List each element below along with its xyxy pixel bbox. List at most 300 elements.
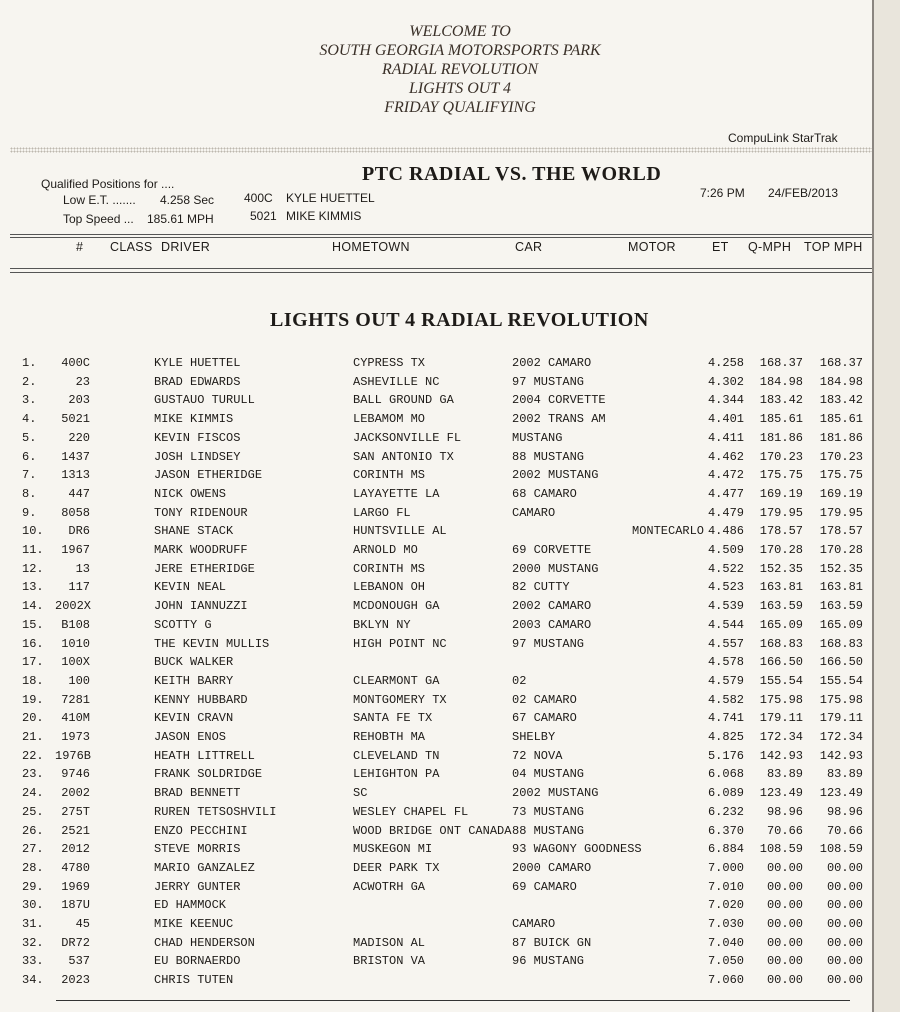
qualifying-mph-cell: 170.28 bbox=[759, 543, 803, 557]
hometown-cell: HIGH POINT NC bbox=[353, 636, 447, 651]
car-number-cell: 275T bbox=[61, 804, 90, 819]
car-number-cell: 117 bbox=[68, 580, 90, 595]
hometown-cell: CLEVELAND TN bbox=[353, 748, 440, 763]
section-title: LIGHTS OUT 4 RADIAL REVOLUTION bbox=[270, 309, 649, 331]
table-row bbox=[0, 767, 872, 785]
top-mph-cell: 178.57 bbox=[819, 524, 863, 539]
car-number-cell: 1313 bbox=[61, 468, 90, 483]
elapsed-time-cell: 7.020 bbox=[707, 898, 744, 913]
top-speed-value: 185.61 MPH bbox=[147, 212, 214, 226]
elapsed-time-cell: 4.479 bbox=[707, 505, 744, 520]
car-model-cell: 82 CUTTY bbox=[512, 580, 570, 595]
car-number-cell: 1969 bbox=[61, 879, 90, 894]
position-cell: 19. bbox=[22, 692, 44, 707]
welcome-line: WELCOME TO bbox=[409, 23, 511, 40]
position-cell: 3. bbox=[22, 393, 37, 408]
hometown-cell: MONTGOMERY TX bbox=[353, 692, 447, 707]
driver-name-cell: BRAD BENNETT bbox=[154, 786, 241, 801]
position-cell: 23. bbox=[22, 767, 44, 782]
hometown-cell: HUNTSVILLE AL bbox=[353, 524, 447, 539]
top-mph-cell: 123.49 bbox=[819, 786, 863, 801]
position-cell: 22. bbox=[22, 748, 44, 763]
elapsed-time-cell: 4.344 bbox=[707, 393, 744, 408]
top-mph-cell: 163.59 bbox=[819, 599, 863, 614]
driver-name-cell: JOSH LINDSEY bbox=[154, 449, 241, 464]
hometown-cell: BALL GROUND GA bbox=[353, 393, 454, 408]
qualifying-mph-cell: 83.89 bbox=[766, 767, 803, 782]
table-row bbox=[0, 543, 872, 561]
table-row bbox=[0, 618, 872, 636]
hometown-cell: LEHIGHTON PA bbox=[353, 767, 440, 782]
dotted-divider bbox=[10, 147, 872, 153]
timing-system-label: CompuLink StarTrak bbox=[728, 131, 838, 145]
table-row bbox=[0, 637, 872, 655]
position-cell: 15. bbox=[22, 617, 44, 632]
elapsed-time-cell: 4.472 bbox=[707, 468, 744, 483]
table-row bbox=[0, 393, 872, 411]
elapsed-time-cell: 4.509 bbox=[707, 543, 744, 557]
driver-name-cell: JOHN IANNUZZI bbox=[154, 599, 248, 614]
table-row bbox=[0, 842, 872, 860]
driver-name-cell: KEVIN NEAL bbox=[154, 580, 227, 595]
top-mph-cell: 181.86 bbox=[819, 430, 863, 445]
hometown-cell: JACKSONVILLE FL bbox=[353, 430, 462, 445]
low-et-car: 400C bbox=[244, 191, 273, 205]
car-number-cell: 4780 bbox=[61, 860, 90, 875]
qualifying-mph-cell: 00.00 bbox=[766, 917, 803, 931]
position-cell: 26. bbox=[22, 823, 44, 838]
position-cell: 18. bbox=[22, 673, 44, 688]
top-mph-cell: 00.00 bbox=[826, 973, 863, 988]
car-number-cell: 447 bbox=[68, 486, 90, 501]
bottom-rule bbox=[56, 1000, 850, 1001]
table-row bbox=[0, 562, 872, 580]
top-mph-cell: 175.98 bbox=[819, 692, 863, 707]
car-model-cell: 68 CAMARO bbox=[512, 486, 577, 501]
car-model-cell: 04 MUSTANG bbox=[512, 767, 585, 782]
table-row bbox=[0, 431, 872, 449]
table-row bbox=[0, 954, 872, 972]
header-rule-top-2 bbox=[10, 237, 872, 238]
elapsed-time-cell: 4.522 bbox=[707, 561, 744, 576]
hometown-cell: WOOD BRIDGE ONT CANADA bbox=[353, 823, 512, 838]
elapsed-time-cell: 7.050 bbox=[707, 954, 744, 969]
top-mph-cell: 175.75 bbox=[819, 468, 863, 483]
qualifying-mph-cell: 155.54 bbox=[759, 673, 803, 688]
elapsed-time-cell: 5.176 bbox=[707, 748, 744, 763]
car-model-cell: 87 BUICK GN bbox=[512, 935, 592, 950]
top-mph-cell: 184.98 bbox=[819, 374, 863, 389]
table-row bbox=[0, 898, 872, 916]
qualifying-mph-cell: 185.61 bbox=[759, 412, 803, 427]
car-model-cell: 69 CORVETTE bbox=[512, 543, 592, 557]
position-cell: 4. bbox=[22, 412, 37, 427]
top-mph-cell: 179.11 bbox=[819, 711, 863, 726]
qualifying-mph-cell: 123.49 bbox=[759, 786, 803, 801]
car-number-cell: 187U bbox=[61, 898, 90, 913]
car-number-cell: 1976B bbox=[55, 748, 92, 763]
elapsed-time-cell: 4.579 bbox=[707, 673, 744, 688]
driver-name-cell: ED HAMMOCK bbox=[154, 898, 227, 913]
top-mph-cell: 83.89 bbox=[826, 767, 863, 782]
elapsed-time-cell: 4.523 bbox=[707, 580, 744, 595]
car-number-cell: 9746 bbox=[61, 767, 90, 782]
hometown-cell: CYPRESS TX bbox=[353, 356, 426, 370]
top-mph-cell: 172.34 bbox=[819, 730, 863, 744]
driver-name-cell: GUSTAUO TURULL bbox=[154, 393, 255, 408]
car-model-cell: 2002 MUSTANG bbox=[512, 468, 599, 483]
position-cell: 12. bbox=[22, 561, 44, 576]
top-mph-cell: 00.00 bbox=[826, 898, 863, 913]
qualifying-mph-cell: 175.98 bbox=[759, 692, 803, 707]
position-cell: 6. bbox=[22, 449, 37, 464]
elapsed-time-cell: 4.477 bbox=[707, 486, 744, 501]
top-mph-cell: 179.95 bbox=[819, 505, 863, 520]
elapsed-time-cell: 7.060 bbox=[707, 973, 744, 988]
position-cell: 1. bbox=[22, 356, 37, 370]
table-row bbox=[0, 524, 872, 542]
car-model-cell: MUSTANG bbox=[512, 430, 563, 445]
elapsed-time-cell: 4.582 bbox=[707, 692, 744, 707]
qualifying-mph-cell: 175.75 bbox=[759, 468, 803, 483]
top-mph-cell: 163.81 bbox=[819, 580, 863, 595]
hometown-cell: CORINTH MS bbox=[353, 468, 426, 483]
qualifying-mph-cell: 00.00 bbox=[766, 973, 803, 988]
table-row bbox=[0, 824, 872, 842]
qualifying-mph-cell: 00.00 bbox=[766, 860, 803, 875]
driver-name-cell: BUCK WALKER bbox=[154, 655, 234, 670]
top-mph-cell: 00.00 bbox=[826, 935, 863, 950]
hometown-cell: SAN ANTONIO TX bbox=[353, 449, 454, 464]
position-cell: 14. bbox=[22, 599, 44, 614]
top-mph-cell: 168.37 bbox=[819, 356, 863, 370]
table-row bbox=[0, 917, 872, 935]
top-speed-car: 5021 bbox=[250, 209, 277, 223]
table-row bbox=[0, 730, 872, 748]
elapsed-time-cell: 6.089 bbox=[707, 786, 744, 801]
top-mph-cell: 183.42 bbox=[819, 393, 863, 408]
hometown-cell: SANTA FE TX bbox=[353, 711, 433, 726]
col-header-class: CLASS bbox=[110, 240, 153, 254]
position-cell: 5. bbox=[22, 430, 37, 445]
elapsed-time-cell: 6.068 bbox=[707, 767, 744, 782]
driver-name-cell: THE KEVIN MULLIS bbox=[154, 636, 270, 651]
elapsed-time-cell: 6.232 bbox=[707, 804, 744, 819]
elapsed-time-cell: 4.825 bbox=[707, 730, 744, 744]
elapsed-time-cell: 4.486 bbox=[707, 524, 744, 539]
position-cell: 8. bbox=[22, 486, 37, 501]
position-cell: 7. bbox=[22, 468, 37, 483]
car-number-cell: 2002X bbox=[55, 599, 92, 614]
top-speed-driver: MIKE KIMMIS bbox=[286, 209, 362, 223]
car-model-cell: CAMARO bbox=[512, 917, 556, 931]
car-number-cell: 100X bbox=[61, 655, 90, 670]
position-cell: 11. bbox=[22, 543, 44, 557]
car-number-cell: 1010 bbox=[61, 636, 90, 651]
table-row bbox=[0, 487, 872, 505]
driver-name-cell: CHRIS TUTEN bbox=[154, 973, 234, 988]
qualifying-mph-cell: 163.81 bbox=[759, 580, 803, 595]
top-mph-cell: 168.83 bbox=[819, 636, 863, 651]
top-mph-cell: 00.00 bbox=[826, 954, 863, 969]
table-row bbox=[0, 711, 872, 729]
car-model-cell: 88 MUSTANG bbox=[512, 449, 585, 464]
driver-name-cell: JASON ETHERIDGE bbox=[154, 468, 263, 483]
qualifying-mph-cell: 181.86 bbox=[759, 430, 803, 445]
elapsed-time-cell: 4.411 bbox=[707, 430, 744, 445]
table-row bbox=[0, 599, 872, 617]
car-number-cell: 1973 bbox=[61, 730, 90, 744]
hometown-cell: LEBAMOM MO bbox=[353, 412, 426, 427]
table-row bbox=[0, 506, 872, 524]
car-number-cell: 410M bbox=[61, 711, 90, 726]
driver-name-cell: NICK OWENS bbox=[154, 486, 227, 501]
car-model-cell: 2002 CAMARO bbox=[512, 356, 592, 370]
car-number-cell: B108 bbox=[61, 617, 90, 632]
car-number-cell: 1437 bbox=[61, 449, 90, 464]
driver-name-cell: SCOTTY G bbox=[154, 617, 212, 632]
position-cell: 24. bbox=[22, 786, 44, 801]
qualifying-mph-cell: 70.66 bbox=[766, 823, 803, 838]
top-mph-cell: 185.61 bbox=[819, 412, 863, 427]
session-name: FRIDAY QUALIFYING bbox=[384, 99, 536, 116]
qualifying-mph-cell: 152.35 bbox=[759, 561, 803, 576]
col-header-motor: MOTOR bbox=[628, 240, 676, 254]
page-edge bbox=[874, 0, 900, 1012]
driver-name-cell: MARK WOODRUFF bbox=[154, 543, 248, 557]
top-mph-cell: 70.66 bbox=[826, 823, 863, 838]
low-et-driver: KYLE HUETTEL bbox=[286, 191, 375, 205]
table-row bbox=[0, 356, 872, 374]
top-mph-cell: 152.35 bbox=[819, 561, 863, 576]
col-header-hometown: HOMETOWN bbox=[332, 240, 410, 254]
hometown-cell: ASHEVILLE NC bbox=[353, 374, 440, 389]
hometown-cell: MADISON AL bbox=[353, 935, 426, 950]
car-model-cell: 67 CAMARO bbox=[512, 711, 577, 726]
position-cell: 33. bbox=[22, 954, 44, 969]
car-number-cell: 220 bbox=[68, 430, 90, 445]
car-number-cell: 5021 bbox=[61, 412, 90, 427]
driver-name-cell: RUREN TETSOSHVILI bbox=[154, 804, 277, 819]
driver-name-cell: SHANE STACK bbox=[154, 524, 234, 539]
elapsed-time-cell: 7.030 bbox=[707, 917, 744, 931]
position-cell: 2. bbox=[22, 374, 37, 389]
qualifying-mph-cell: 168.83 bbox=[759, 636, 803, 651]
elapsed-time-cell: 4.539 bbox=[707, 599, 744, 614]
col-header-topmph: TOP MPH bbox=[804, 240, 863, 254]
report-date: 24/FEB/2013 bbox=[768, 186, 839, 200]
hometown-cell: BRISTON VA bbox=[353, 954, 426, 969]
top-mph-cell: 155.54 bbox=[819, 673, 863, 688]
car-model-cell: CAMARO bbox=[512, 505, 556, 520]
driver-name-cell: HEATH LITTRELL bbox=[154, 748, 255, 763]
hometown-cell: DEER PARK TX bbox=[353, 860, 440, 875]
position-cell: 17. bbox=[22, 655, 44, 670]
position-cell: 30. bbox=[22, 898, 44, 913]
table-row bbox=[0, 412, 872, 430]
car-model-cell: 73 MUSTANG bbox=[512, 804, 585, 819]
elapsed-time-cell: 4.578 bbox=[707, 655, 744, 670]
col-header-qmph: Q-MPH bbox=[748, 240, 792, 254]
table-row bbox=[0, 805, 872, 823]
hometown-cell: LAYAYETTE LA bbox=[353, 486, 440, 501]
qualifying-mph-cell: 169.19 bbox=[759, 486, 803, 501]
driver-name-cell: MARIO GANZALEZ bbox=[154, 860, 255, 875]
driver-name-cell: JASON ENOS bbox=[154, 730, 227, 744]
header-rule-bottom bbox=[10, 268, 872, 269]
top-mph-cell: 169.19 bbox=[819, 486, 863, 501]
car-number-cell: 203 bbox=[68, 393, 90, 408]
qualifying-mph-cell: 179.95 bbox=[759, 505, 803, 520]
driver-name-cell: KEITH BARRY bbox=[154, 673, 234, 688]
car-model-cell: 97 MUSTANG bbox=[512, 374, 585, 389]
motor-cell: MONTECARLO bbox=[632, 524, 705, 539]
car-number-cell: 100 bbox=[68, 673, 90, 688]
qualifying-mph-cell: 183.42 bbox=[759, 393, 803, 408]
car-number-cell: 45 bbox=[75, 917, 90, 931]
report-time: 7:26 PM bbox=[700, 186, 745, 200]
elapsed-time-cell: 4.401 bbox=[707, 412, 744, 427]
top-mph-cell: 165.09 bbox=[819, 617, 863, 632]
car-number-cell: 23 bbox=[75, 374, 90, 389]
table-row bbox=[0, 375, 872, 393]
car-model-cell: 97 MUSTANG bbox=[512, 636, 585, 651]
top-mph-cell: 00.00 bbox=[826, 879, 863, 894]
position-cell: 28. bbox=[22, 860, 44, 875]
qualifying-mph-cell: 00.00 bbox=[766, 954, 803, 969]
col-header-car: CAR bbox=[515, 240, 543, 254]
driver-name-cell: FRANK SOLDRIDGE bbox=[154, 767, 263, 782]
car-number-cell: 7281 bbox=[61, 692, 90, 707]
car-number-cell: 400C bbox=[61, 356, 90, 370]
driver-name-cell: JERE ETHERIDGE bbox=[154, 561, 255, 576]
top-mph-cell: 142.93 bbox=[819, 748, 863, 763]
position-cell: 27. bbox=[22, 842, 44, 857]
position-cell: 16. bbox=[22, 636, 44, 651]
car-model-cell: 69 CAMARO bbox=[512, 879, 577, 894]
class-title: PTC RADIAL VS. THE WORLD bbox=[362, 163, 662, 185]
elapsed-time-cell: 4.557 bbox=[707, 636, 744, 651]
position-cell: 32. bbox=[22, 935, 44, 950]
car-model-cell: 2002 TRANS AM bbox=[512, 412, 606, 427]
qualifying-mph-cell: 165.09 bbox=[759, 617, 803, 632]
driver-name-cell: EU BORNAERDO bbox=[154, 954, 241, 969]
hometown-cell: CORINTH MS bbox=[353, 561, 426, 576]
car-number-cell: DR72 bbox=[61, 935, 90, 950]
elapsed-time-cell: 4.741 bbox=[707, 711, 744, 726]
car-model-cell: 2000 CAMARO bbox=[512, 860, 592, 875]
elapsed-time-cell: 7.040 bbox=[707, 935, 744, 950]
qualifying-mph-cell: 172.34 bbox=[759, 730, 803, 744]
car-number-cell: 537 bbox=[68, 954, 90, 969]
elapsed-time-cell: 4.302 bbox=[707, 374, 744, 389]
car-number-cell: 13 bbox=[75, 561, 90, 576]
qualifying-mph-cell: 166.50 bbox=[759, 655, 803, 670]
col-header-num: # bbox=[76, 240, 84, 254]
hometown-cell: BKLYN NY bbox=[353, 617, 411, 632]
hometown-cell: WESLEY CHAPEL FL bbox=[353, 804, 469, 819]
driver-name-cell: KYLE HUETTEL bbox=[154, 356, 241, 370]
table-row bbox=[0, 468, 872, 486]
elapsed-time-cell: 7.000 bbox=[707, 860, 744, 875]
car-number-cell: 1967 bbox=[61, 543, 90, 557]
elapsed-time-cell: 6.884 bbox=[707, 842, 744, 857]
top-mph-cell: 00.00 bbox=[826, 860, 863, 875]
car-model-cell: 02 CAMARO bbox=[512, 692, 577, 707]
position-cell: 25. bbox=[22, 804, 44, 819]
car-model-cell: 88 MUSTANG bbox=[512, 823, 585, 838]
driver-name-cell: TONY RIDENOUR bbox=[154, 505, 248, 520]
driver-name-cell: KEVIN FISCOS bbox=[154, 430, 241, 445]
car-model-cell: 02 bbox=[512, 673, 527, 688]
driver-name-cell: MIKE KIMMIS bbox=[154, 412, 234, 427]
driver-name-cell: BRAD EDWARDS bbox=[154, 374, 241, 389]
low-et-label: Low E.T. ....... bbox=[63, 193, 136, 207]
car-number-cell: 2521 bbox=[61, 823, 90, 838]
car-model-cell: 93 WAGONY GOODNESS bbox=[512, 842, 642, 857]
table-row bbox=[0, 861, 872, 879]
car-model-cell: 96 MUSTANG bbox=[512, 954, 585, 969]
top-mph-cell: 00.00 bbox=[826, 917, 863, 931]
top-mph-cell: 166.50 bbox=[819, 655, 863, 670]
car-model-cell: 2002 MUSTANG bbox=[512, 786, 599, 801]
car-model-cell: 72 NOVA bbox=[512, 748, 563, 763]
position-cell: 29. bbox=[22, 879, 44, 894]
position-cell: 20. bbox=[22, 711, 44, 726]
table-row bbox=[0, 786, 872, 804]
driver-name-cell: KENNY HUBBARD bbox=[154, 692, 248, 707]
qualifying-mph-cell: 108.59 bbox=[759, 842, 803, 857]
car-number-cell: 2023 bbox=[61, 973, 90, 988]
elapsed-time-cell: 4.544 bbox=[707, 617, 744, 632]
col-header-driver: DRIVER bbox=[161, 240, 211, 254]
table-row bbox=[0, 580, 872, 598]
elapsed-time-cell: 4.462 bbox=[707, 449, 744, 464]
car-model-cell: 2004 CORVETTE bbox=[512, 393, 606, 408]
qualifying-mph-cell: 98.96 bbox=[766, 804, 803, 819]
col-header-et: ET bbox=[712, 240, 729, 254]
series-name: RADIAL REVOLUTION bbox=[381, 61, 539, 78]
qualifying-mph-cell: 178.57 bbox=[759, 524, 803, 539]
top-mph-cell: 98.96 bbox=[826, 804, 863, 819]
hometown-cell: SC bbox=[353, 786, 368, 801]
hometown-cell: ARNOLD MO bbox=[353, 543, 418, 557]
qualifying-mph-cell: 170.23 bbox=[759, 449, 803, 464]
driver-name-cell: CHAD HENDERSON bbox=[154, 935, 255, 950]
welcome-header bbox=[250, 22, 670, 117]
driver-name-cell: MIKE KEENUC bbox=[154, 917, 234, 931]
qualifying-mph-cell: 163.59 bbox=[759, 599, 803, 614]
hometown-cell: LARGO FL bbox=[353, 505, 411, 520]
elapsed-time-cell: 7.010 bbox=[707, 879, 744, 894]
qualified-label: Qualified Positions for .... bbox=[41, 177, 175, 191]
hometown-cell: ACWOTRH GA bbox=[353, 879, 426, 894]
position-cell: 10. bbox=[22, 524, 44, 539]
car-number-cell: 2002 bbox=[61, 786, 90, 801]
elapsed-time-cell: 6.370 bbox=[707, 823, 744, 838]
position-cell: 21. bbox=[22, 730, 44, 744]
table-row bbox=[0, 693, 872, 711]
table-row bbox=[0, 880, 872, 898]
qualifying-mph-cell: 168.37 bbox=[759, 356, 803, 370]
hometown-cell: MCDONOUGH GA bbox=[353, 599, 440, 614]
qualifying-mph-cell: 00.00 bbox=[766, 935, 803, 950]
driver-name-cell: JERRY GUNTER bbox=[154, 879, 241, 894]
qualifying-mph-cell: 00.00 bbox=[766, 898, 803, 913]
qualifying-mph-cell: 184.98 bbox=[759, 374, 803, 389]
position-cell: 13. bbox=[22, 580, 44, 595]
hometown-cell: REHOBTH MA bbox=[353, 730, 426, 744]
